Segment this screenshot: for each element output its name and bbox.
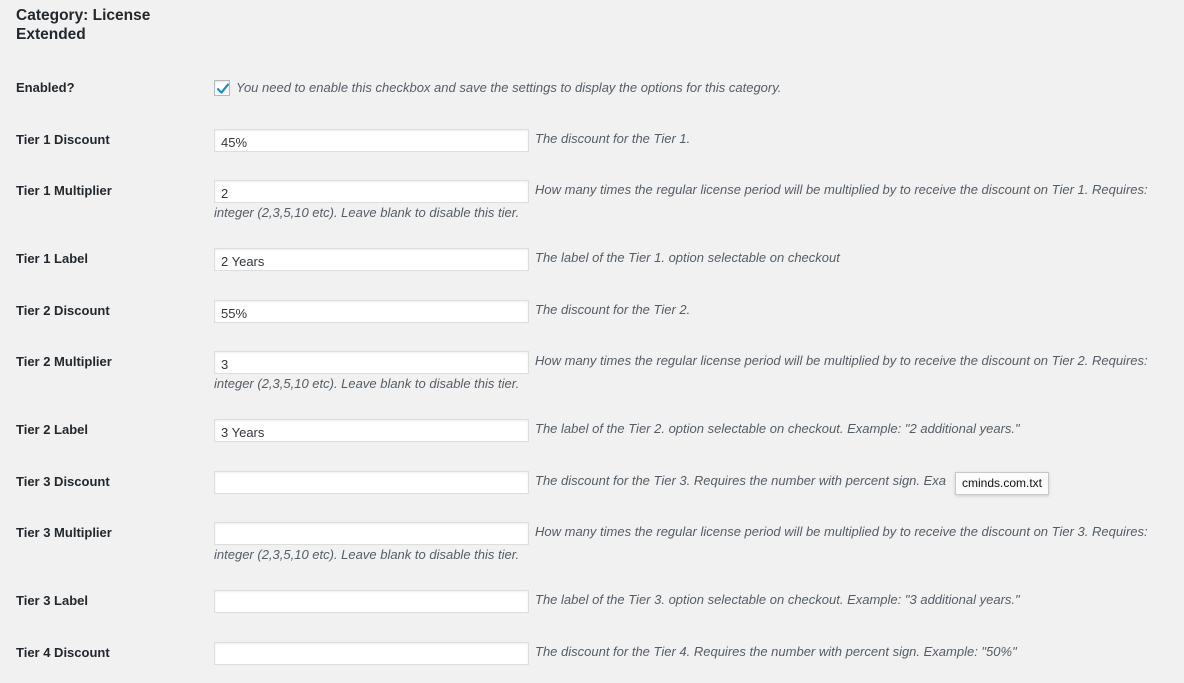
tier-3-label-field: [214, 590, 1170, 613]
tier-2-label-description: The label of the Tier 2. option selectable on checkout. Example: "2 additional years.": [535, 421, 1020, 436]
tier-1-discount-label: Tier 1 Discount: [16, 132, 110, 147]
tier-2-label-label: Tier 2 Label: [16, 422, 89, 437]
tier-3-discount-description: The discount for the Tier 3. Requires the number with percent sign. Exa: [535, 473, 947, 488]
category-title-line2: Extended: [16, 26, 86, 43]
tier-2-discount-field: [214, 300, 1170, 323]
tier-3-multiplier-field: [214, 522, 1170, 565]
tier-1-label-description: The label of the Tier 1. option selectable on checkout: [535, 250, 840, 265]
tier-2-multiplier-field: [214, 351, 1170, 394]
tier-2-multiplier-input[interactable]: [214, 351, 529, 374]
tier-2-label-input[interactable]: [214, 419, 529, 442]
tier-4-discount-input[interactable]: [214, 642, 529, 665]
checkmark-icon: [215, 81, 231, 97]
tier-2-discount-input[interactable]: [214, 300, 529, 323]
tier-3-label-input[interactable]: [214, 590, 529, 613]
category-title-line1: Category: License: [16, 7, 151, 24]
tier-3-multiplier-input[interactable]: [214, 522, 529, 545]
tier-2-discount-description: The discount for the Tier 2.: [535, 302, 691, 317]
tier-4-discount-field: [214, 642, 1170, 665]
tier-2-discount-label: Tier 2 Discount: [16, 303, 110, 318]
tier-1-multiplier-input[interactable]: [214, 180, 529, 203]
tier-1-label-label: Tier 1 Label: [16, 251, 89, 266]
filename-tooltip: cminds.com.txt: [955, 472, 1049, 495]
tier-1-multiplier-label: Tier 1 Multiplier: [16, 183, 112, 198]
tier-1-discount-input[interactable]: [214, 129, 529, 152]
tier-2-multiplier-label: Tier 2 Multiplier: [16, 354, 112, 369]
tier-2-multiplier-description: How many times the regular license period will be multiplied by to receive the discount on Tier 2. Requires: integer (2,3,5,10 etc). Leave blank to disable this tier.: [214, 353, 1148, 391]
tier-1-discount-field: [214, 129, 1170, 152]
tier-4-discount-label: Tier 4 Discount: [16, 645, 110, 660]
tier-1-label-field: [214, 248, 1170, 271]
tier-1-discount-description: The discount for the Tier 1.: [535, 131, 691, 146]
category-title: [16, 6, 150, 44]
enabled-checkbox[interactable]: [214, 80, 230, 96]
tier-3-label-description: The label of the Tier 3. option selectable on checkout. Example: "3 additional years.": [535, 592, 1020, 607]
tier-3-multiplier-description: How many times the regular license period will be multiplied by to receive the discount on Tier 3. Requires: integer (2,3,5,10 etc). Leave blank to disable this tier.: [214, 524, 1148, 562]
tier-1-multiplier-description: How many times the regular license period will be multiplied by to receive the discount on Tier 1. Requires: integer (2,3,5,10 etc). Leave blank to disable this tier.: [214, 182, 1148, 220]
tier-3-discount-label: Tier 3 Discount: [16, 474, 110, 489]
tier-3-discount-input[interactable]: [214, 471, 529, 494]
tier-3-label-label: Tier 3 Label: [16, 593, 89, 608]
enabled-field: [214, 78, 1170, 98]
tier-1-multiplier-field: [214, 180, 1170, 223]
tier-1-label-input[interactable]: [214, 248, 529, 271]
enabled-description: You need to enable this checkbox and save the settings to display the options for this category.: [236, 80, 782, 95]
tier-2-label-field: [214, 419, 1170, 442]
enabled-label: Enabled?: [16, 80, 75, 95]
tier-3-multiplier-label: Tier 3 Multiplier: [16, 525, 112, 540]
tier-4-discount-description: The discount for the Tier 4. Requires the number with percent sign. Example: "50%": [535, 644, 1017, 659]
